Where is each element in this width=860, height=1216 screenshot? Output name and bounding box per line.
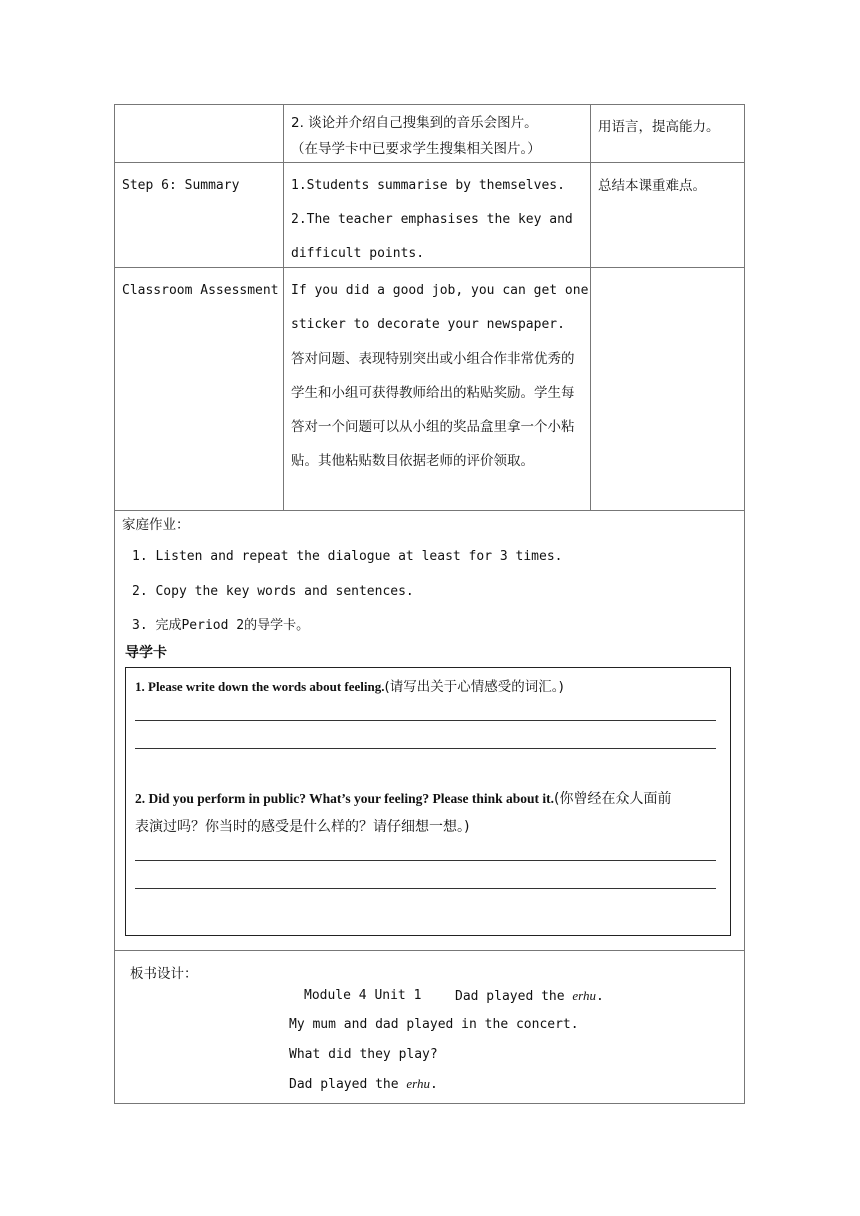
guide-q2-en: 2. Did you perform in public? What’s your feeling? Please think about it.: [135, 791, 555, 806]
table-right-border: [744, 104, 745, 1104]
assessment-line1: If you did a good job, you can get one: [291, 283, 589, 298]
guide-q2-cn-a: (你曾经在众人面前: [554, 791, 672, 807]
assessment-chinese: 答对问题、表现特别突出或小组合作非常优秀的学生和小组可获得教师给出的粘贴奖励。学生每答对一个问题可以从小组的奖品盒里拿一个小粘贴。其他粘贴数目依据老师的评价领取。: [291, 351, 575, 469]
guide-q1-en: 1. Please write down the words about feeling.: [135, 679, 385, 694]
summary-step: Step 6: Summary: [122, 178, 240, 193]
continued-purpose: 用语言，提高能力。: [598, 119, 720, 135]
continued-activity-line1: 2. 谈论并介绍自己搜集到的音乐会图片。: [291, 115, 538, 131]
board-heading-a: Module 4 Unit 1: [304, 988, 422, 1003]
summary-activity-line3: difficult points.: [291, 246, 425, 261]
homework-item-3: 3. 完成Period 2的导学卡。: [132, 618, 310, 633]
guide-q1: [135, 670, 564, 705]
summary-activity-line2: 2.The teacher emphasises the key and: [291, 212, 573, 227]
homework-title: 家庭作业：: [122, 517, 190, 533]
summary-activity-line1: 1.Students summarise by themselves.: [291, 178, 565, 193]
answer-line-1[interactable]: [135, 720, 716, 721]
homework-item-1: 1. Listen and repeat the dialogue at least for 3 times.: [132, 549, 563, 564]
answer-line-2[interactable]: [135, 748, 716, 749]
answer-line-3[interactable]: [135, 860, 716, 861]
table-top-border: [114, 104, 745, 105]
assessment-line2: sticker to decorate your newspaper.: [291, 317, 565, 332]
col-divider-2: [590, 104, 591, 510]
board-line-3: [289, 1067, 438, 1102]
answer-line-4[interactable]: [135, 888, 716, 889]
guide-q2-cn-b: 表演过吗？你当时的感受是什么样的？请仔细想一想。): [135, 819, 470, 835]
board-heading-b-text: Dad played the: [455, 989, 573, 1004]
table-bottom-border: [114, 1103, 745, 1104]
board-line-3-end: .: [430, 1077, 438, 1092]
board-line-1: My mum and dad played in the concert.: [289, 1017, 579, 1032]
board-line-2: What did they play?: [289, 1047, 438, 1062]
board-line-3-italic: erhu: [406, 1076, 431, 1091]
board-heading-b-italic: erhu: [572, 988, 597, 1003]
board-title: 板书设计：: [130, 966, 198, 982]
row-divider-4: [114, 950, 745, 951]
assessment-step: Classroom Assessment: [122, 283, 279, 298]
col-divider-1: [283, 104, 284, 510]
homework-item-2: 2. Copy the key words and sentences.: [132, 584, 414, 599]
table-left-border: [114, 104, 115, 1104]
continued-activity-line2: （在导学卡中已要求学生搜集相关图片。）: [291, 141, 541, 157]
summary-purpose: 总结本课重难点。: [598, 178, 706, 194]
row-divider-3: [114, 510, 745, 511]
board-line-3-text: Dad played the: [289, 1077, 407, 1092]
guide-card-title: 导学卡: [125, 645, 167, 661]
board-heading-b-end: .: [596, 989, 604, 1004]
guide-q1-cn: (请写出关于心情感受的词汇。): [384, 679, 564, 695]
row-divider-2: [114, 267, 745, 268]
